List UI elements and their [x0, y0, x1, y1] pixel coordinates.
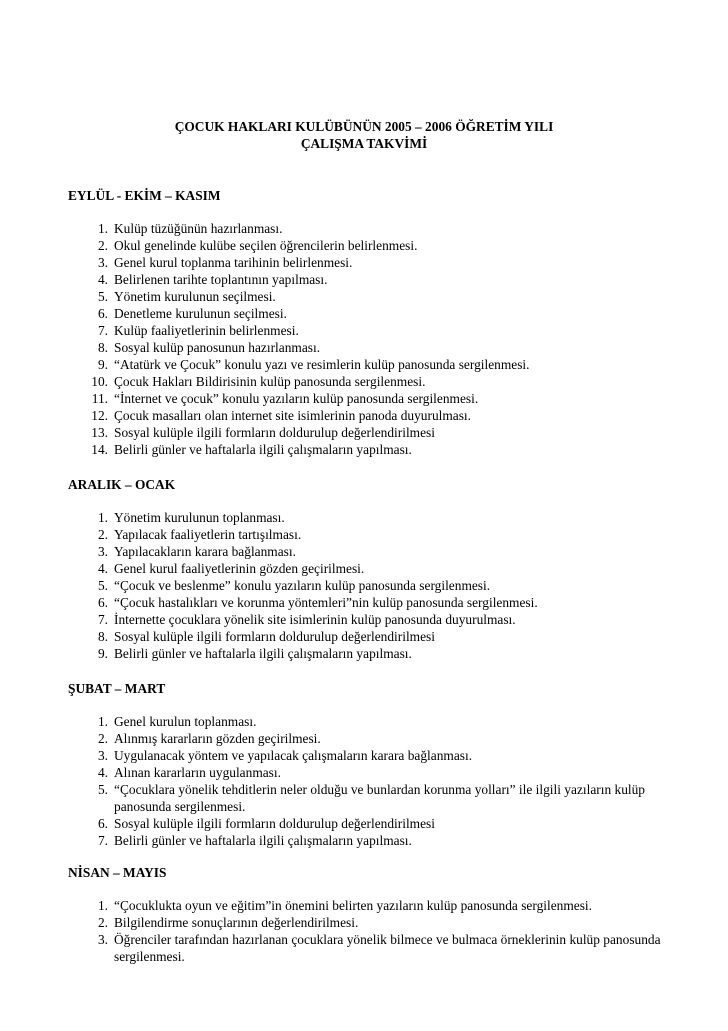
item-number: 9.	[97, 357, 108, 372]
item-text: Sosyal kulüp panosunun hazırlanması.	[114, 340, 321, 355]
item-number: 4.	[97, 561, 108, 576]
list-item	[68, 390, 688, 407]
list-item	[68, 577, 688, 594]
item-number: 14.	[91, 442, 108, 457]
task-list	[68, 713, 688, 849]
item-number: 13.	[91, 425, 108, 440]
task-list	[68, 220, 688, 458]
list-item	[68, 747, 688, 764]
section-eylul-ekim-kasim	[68, 187, 688, 458]
section-heading: ARALIK – OCAK	[68, 477, 176, 492]
item-text: İnternette çocuklara yönelik site isimlerinin kulüp panosunda duyurulması.	[114, 612, 516, 627]
item-number: 4.	[97, 765, 108, 780]
item-number: 1.	[97, 714, 108, 729]
item-text: Belirli günler ve haftalarla ilgili çalışmaların yapılması.	[114, 833, 412, 848]
list-item	[68, 931, 688, 965]
item-text: “İnternet ve çocuk” konulu yazıların kulüp panosunda sergilenmesi.	[114, 391, 479, 406]
list-item	[68, 815, 688, 832]
list-item	[68, 322, 688, 339]
list-item	[68, 441, 688, 458]
item-text: “Çocuklara yönelik tehditlerin neler olduğu ve bunlardan korunma yolları” ile ilgili yazıların kulüp panosunda sergilenmesi.	[114, 782, 646, 814]
item-number: 4.	[97, 272, 108, 287]
item-number: 6.	[97, 816, 108, 831]
item-number: 10.	[91, 374, 108, 389]
item-text: “Atatürk ve Çocuk” konulu yazı ve resimlerin kulüp panosunda sergilenmesi.	[114, 357, 530, 372]
list-item	[68, 611, 688, 628]
list-item	[68, 713, 688, 730]
item-number: 5.	[97, 578, 108, 593]
list-item	[68, 832, 688, 849]
item-text: “Çocuk hastalıkları ve korunma yöntemleri”nin kulüp panosunda sergilenmesi.	[114, 595, 538, 610]
item-number: 1.	[97, 898, 108, 913]
item-text: Kulüp faaliyetlerinin belirlenmesi.	[114, 323, 299, 338]
list-item	[68, 254, 688, 271]
list-item	[68, 594, 688, 611]
document-title	[0, 118, 728, 152]
item-number: 9.	[97, 646, 108, 661]
item-text: Alınan kararların uygulanması.	[114, 765, 281, 780]
section-heading: ŞUBAT – MART	[68, 681, 166, 696]
item-text: Genel kurulun toplanması.	[114, 714, 257, 729]
item-text: Öğrenciler tarafından hazırlanan çocuklara yönelik bilmece ve bulmaca örneklerinin kulüp panosunda sergilenmesi.	[114, 932, 661, 964]
item-text: Belirlenen tarihte toplantının yapılması.	[114, 272, 328, 287]
item-text: Alınmış kararların gözden geçirilmesi.	[114, 731, 321, 746]
item-text: Yönetim kurulunun toplanması.	[114, 510, 285, 525]
title-line-2: ÇALIŞMA TAKVİMİ	[300, 136, 428, 151]
section-nisan-mayis	[68, 864, 688, 965]
item-text: Okul genelinde kulübe seçilen öğrencilerin belirlenmesi.	[114, 238, 418, 253]
item-number: 3.	[97, 544, 108, 559]
item-number: 7.	[97, 323, 108, 338]
item-text: Yapılacakların karara bağlanması.	[114, 544, 296, 559]
list-item	[68, 781, 688, 815]
item-number: 5.	[97, 782, 108, 797]
item-text: “Çocuk ve beslenme” konulu yazıların kulüp panosunda sergilenmesi.	[114, 578, 491, 593]
item-number: 5.	[97, 289, 108, 304]
item-text: Sosyal kulüple ilgili formların doldurulup değerlendirilmesi	[114, 629, 435, 644]
item-text: Genel kurul faaliyetlerinin gözden geçirilmesi.	[114, 561, 365, 576]
task-list	[68, 509, 688, 662]
item-number: 2.	[97, 731, 108, 746]
item-number: 8.	[97, 629, 108, 644]
item-text: Yönetim kurulunun seçilmesi.	[114, 289, 276, 304]
list-item	[68, 914, 688, 931]
item-number: 12.	[91, 408, 108, 423]
item-number: 8.	[97, 340, 108, 355]
title-line-1: ÇOCUK HAKLARI KULÜBÜNÜN 2005 – 2006 ÖĞRETİM YILI	[174, 119, 554, 134]
list-item	[68, 356, 688, 373]
section-subat-mart	[68, 680, 688, 849]
list-item	[68, 543, 688, 560]
item-number: 3.	[97, 255, 108, 270]
list-item	[68, 509, 688, 526]
list-item	[68, 407, 688, 424]
list-item	[68, 271, 688, 288]
section-heading: EYLÜL - EKİM – KASIM	[68, 188, 221, 203]
item-number: 2.	[97, 527, 108, 542]
item-text: Bilgilendirme sonuçlarının değerlendirilmesi.	[114, 915, 359, 930]
item-text: Sosyal kulüple ilgili formların doldurulup değerlendirilmesi	[114, 425, 435, 440]
item-text: Yapılacak faaliyetlerin tartışılması.	[114, 527, 302, 542]
section-heading: NİSAN – MAYIS	[68, 865, 167, 880]
item-number: 11.	[91, 391, 108, 406]
item-number: 1.	[97, 510, 108, 525]
item-number: 2.	[97, 238, 108, 253]
item-text: Çocuk Hakları Bildirisinin kulüp panosunda sergilenmesi.	[114, 374, 426, 389]
list-item	[68, 220, 688, 237]
list-item	[68, 526, 688, 543]
list-item	[68, 339, 688, 356]
item-text: Belirli günler ve haftalarla ilgili çalışmaların yapılması.	[114, 442, 412, 457]
item-number: 3.	[97, 748, 108, 763]
list-item	[68, 424, 688, 441]
item-text: Denetleme kurulunun seçilmesi.	[114, 306, 287, 321]
task-list	[68, 897, 688, 965]
list-item	[68, 373, 688, 390]
list-item	[68, 730, 688, 747]
item-number: 2.	[97, 915, 108, 930]
item-number: 7.	[97, 612, 108, 627]
item-text: Belirli günler ve haftalarla ilgili çalışmaların yapılması.	[114, 646, 412, 661]
item-text: Genel kurul toplanma tarihinin belirlenmesi.	[114, 255, 353, 270]
item-text: “Çocuklukta oyun ve eğitim”in önemini belirten yazıların kulüp panosunda sergilenmesi.	[114, 898, 592, 913]
item-number: 3.	[97, 932, 108, 947]
list-item	[68, 628, 688, 645]
list-item	[68, 288, 688, 305]
item-number: 6.	[97, 306, 108, 321]
list-item	[68, 645, 688, 662]
list-item	[68, 764, 688, 781]
item-text: Uygulanacak yöntem ve yapılacak çalışmaların karara bağlanması.	[114, 748, 473, 763]
item-text: Çocuk masalları olan internet site isimlerinin panoda duyurulması.	[114, 408, 472, 423]
list-item	[68, 897, 688, 914]
item-text: Sosyal kulüple ilgili formların doldurulup değerlendirilmesi	[114, 816, 435, 831]
item-text: Kulüp tüzüğünün hazırlanması.	[114, 221, 283, 236]
list-item	[68, 560, 688, 577]
list-item	[68, 237, 688, 254]
list-item	[68, 305, 688, 322]
item-number: 1.	[97, 221, 108, 236]
item-number: 6.	[97, 595, 108, 610]
item-number: 7.	[97, 833, 108, 848]
section-aralik-ocak	[68, 476, 688, 662]
